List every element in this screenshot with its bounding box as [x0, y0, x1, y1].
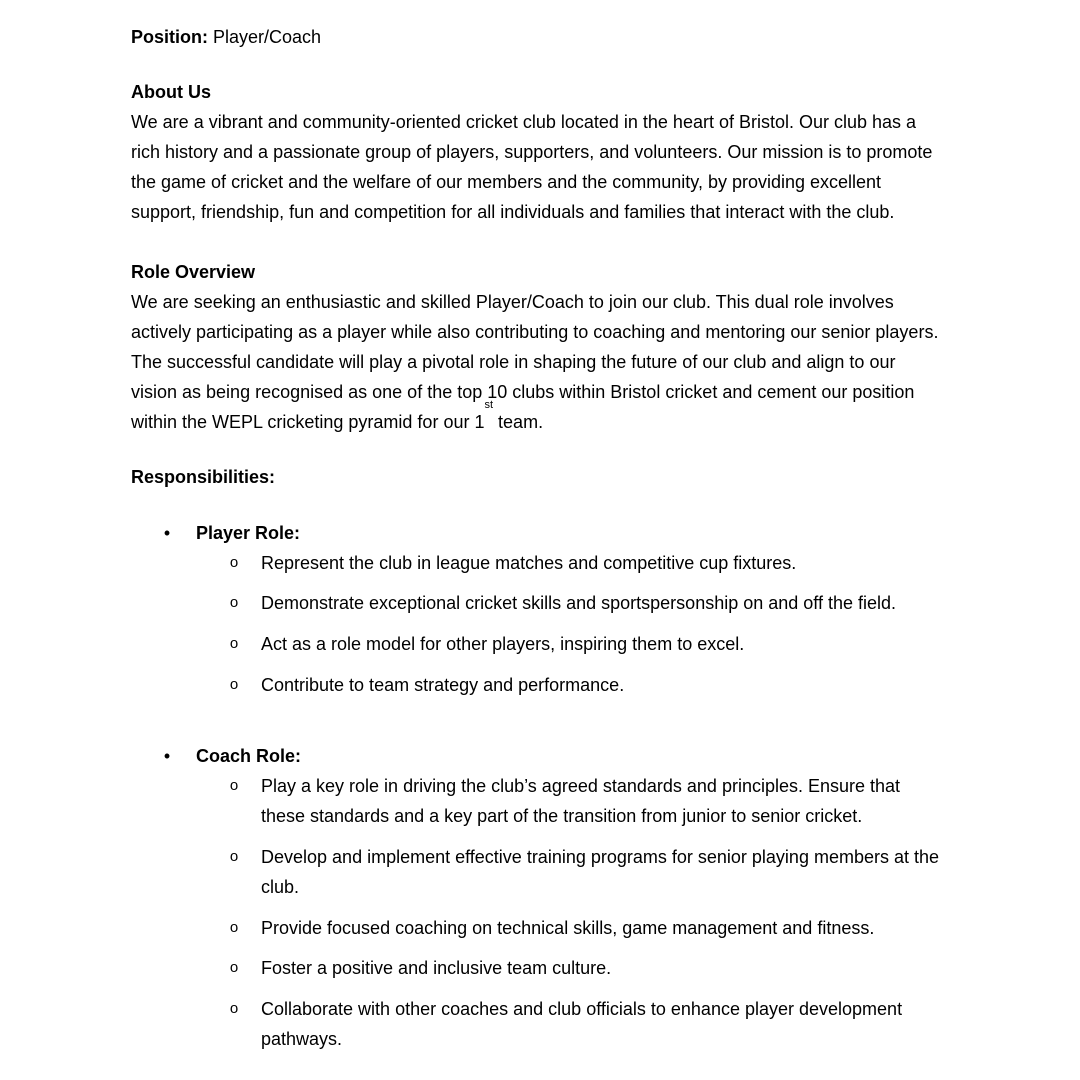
- coach-role-label: Coach Role:: [196, 746, 302, 766]
- coach-item-text: these standards and a key part of the transition from junior to senior cricket.: [261, 806, 863, 826]
- circle-bullet-icon: o: [229, 676, 239, 693]
- circle-bullet-icon: o: [229, 594, 239, 611]
- overview-last-line-text: within the WEPL cricketing pyramid for our 1: [131, 412, 485, 432]
- overview-line: We are seeking an enthusiastic and skilled Player/Coach to join our club. This dual role involves: [131, 292, 894, 312]
- overview-line: The successful candidate will play a pivotal role in shaping the future of our club and align to our: [131, 352, 896, 372]
- circle-bullet-icon: o: [229, 959, 239, 976]
- bullet-icon: •: [163, 523, 171, 543]
- player-item-text: Demonstrate exceptional cricket skills and sportspersonship on and off the field.: [261, 593, 897, 613]
- coach-item-text: Foster a positive and inclusive team culture.: [261, 958, 612, 978]
- coach-item-text: Develop and implement effective training programs for senior playing members at the: [261, 847, 940, 867]
- position-value: Player/Coach: [213, 27, 322, 47]
- position-line: [131, 26, 321, 48]
- player-item-text: Act as a role model for other players, inspiring them to excel.: [261, 634, 745, 654]
- bullet-icon: •: [163, 746, 171, 766]
- coach-item-text: Provide focused coaching on technical skills, game management and fitness.: [261, 918, 875, 938]
- coach-item-text: club.: [261, 877, 300, 897]
- circle-bullet-icon: o: [229, 554, 239, 571]
- overview-line: actively participating as a player while also contributing to coaching and mentoring our senior players.: [131, 322, 939, 342]
- circle-bullet-icon: o: [229, 848, 239, 865]
- circle-bullet-icon: o: [229, 777, 239, 794]
- position-label: Position:: [131, 27, 208, 47]
- circle-bullet-icon: o: [229, 635, 239, 652]
- overview-heading: Role Overview: [131, 262, 256, 282]
- about-line: the game of cricket and the welfare of our members and the community, by providing excellent: [131, 172, 882, 192]
- ordinal-superscript: st: [484, 399, 494, 411]
- overview-last-line: [131, 399, 961, 437]
- coach-item-text: Collaborate with other coaches and club officials to enhance player development: [261, 999, 903, 1019]
- about-line: rich history and a passionate group of players, supporters, and volunteers. Our mission is to promote: [131, 142, 933, 162]
- coach-item-text: Play a key role in driving the club’s agreed standards and principles. Ensure that: [261, 776, 901, 796]
- circle-bullet-icon: o: [229, 1000, 239, 1017]
- overview-paragraph: [131, 287, 961, 437]
- coach-item-text: pathways.: [261, 1029, 343, 1049]
- responsibilities-heading: Responsibilities:: [131, 467, 276, 487]
- about-line: We are a vibrant and community-oriented cricket club located in the heart of Bristol. Our club has a: [131, 112, 917, 132]
- player-item-text: Represent the club in league matches and competitive cup fixtures.: [261, 553, 797, 573]
- about-line: support, friendship, fun and competition for all individuals and families that interact with the club.: [131, 202, 895, 222]
- overview-last-line-end: team.: [493, 412, 544, 432]
- circle-bullet-icon: o: [229, 919, 239, 936]
- about-paragraph: [131, 107, 961, 227]
- player-item-text: Contribute to team strategy and performance.: [261, 675, 625, 695]
- about-heading: About Us: [131, 82, 211, 102]
- player-role-label: Player Role:: [196, 523, 301, 543]
- overview-line: vision as being recognised as one of the top 10 clubs within Bristol cricket and cement our position: [131, 382, 915, 402]
